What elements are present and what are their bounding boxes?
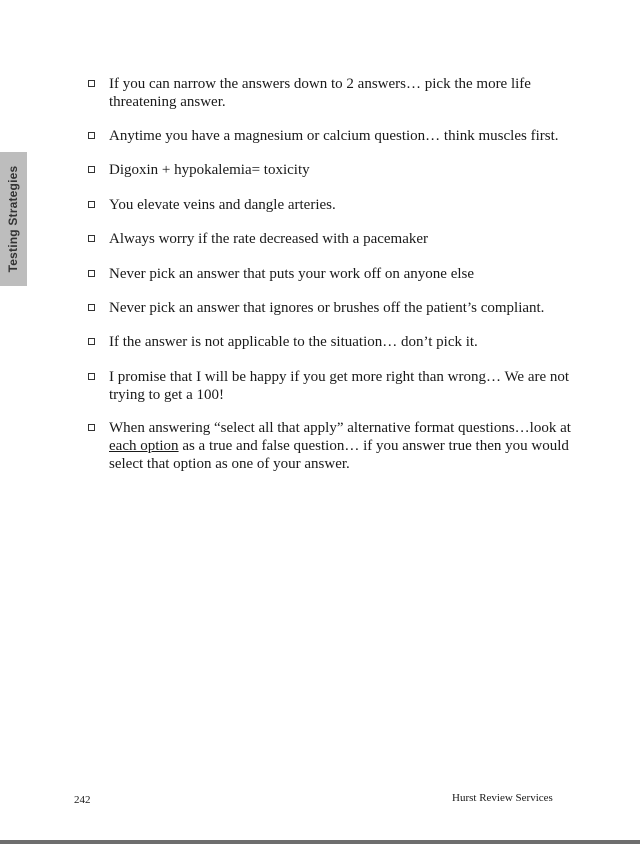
tip-text-underlined: each option — [109, 438, 179, 454]
tip-item — [88, 333, 578, 351]
page-number: 242 — [74, 794, 91, 806]
checkbox-icon — [88, 424, 95, 431]
checkbox-icon — [88, 270, 95, 277]
tip-item — [88, 265, 578, 283]
tip-item — [88, 161, 578, 179]
footer-brand: Hurst Review Services — [452, 792, 553, 804]
tip-text: Never pick an answer that ignores or brushes off the patient’s compliant. — [109, 300, 545, 316]
tip-text — [109, 419, 578, 473]
checkbox-icon — [88, 132, 95, 139]
tip-text: If you can narrow the answers down to 2 answers… pick the more life threatening answer. — [109, 76, 531, 110]
tip-item — [88, 230, 578, 248]
checkbox-icon — [88, 80, 95, 87]
side-tab-label: Testing Strategies — [6, 165, 20, 273]
checkbox-icon — [88, 373, 95, 380]
tip-text-after: as a true and false question… if you answer true then you would select that option as one of your answer. — [109, 438, 569, 472]
tip-text-before: When answering “select all that apply” alternative format questions…look at — [109, 420, 571, 436]
tip-item — [88, 196, 578, 214]
checkbox-icon — [88, 304, 95, 311]
tip-text: You elevate veins and dangle arteries. — [109, 197, 336, 213]
bottom-rule — [0, 840, 640, 844]
tip-text: Always worry if the rate decreased with a pacemaker — [109, 231, 429, 247]
tip-text: Anytime you have a magnesium or calcium question… think muscles first. — [109, 128, 559, 144]
checkbox-icon — [88, 166, 95, 173]
tip-item — [88, 127, 578, 145]
checkbox-icon — [88, 338, 95, 345]
tip-text: I promise that I will be happy if you get more right than wrong… We are not trying to get a 100! — [109, 369, 570, 403]
checkbox-icon — [88, 201, 95, 208]
tip-item — [88, 75, 578, 111]
tip-item — [88, 368, 578, 404]
tip-text: Never pick an answer that puts your work off on anyone else — [109, 266, 475, 282]
tip-text: Digoxin + hypokalemia= toxicity — [109, 162, 310, 178]
tip-text: If the answer is not applicable to the situation… don’t pick it. — [109, 334, 478, 350]
checkbox-icon — [88, 235, 95, 242]
tip-item — [88, 299, 578, 317]
tip-item — [88, 419, 578, 473]
